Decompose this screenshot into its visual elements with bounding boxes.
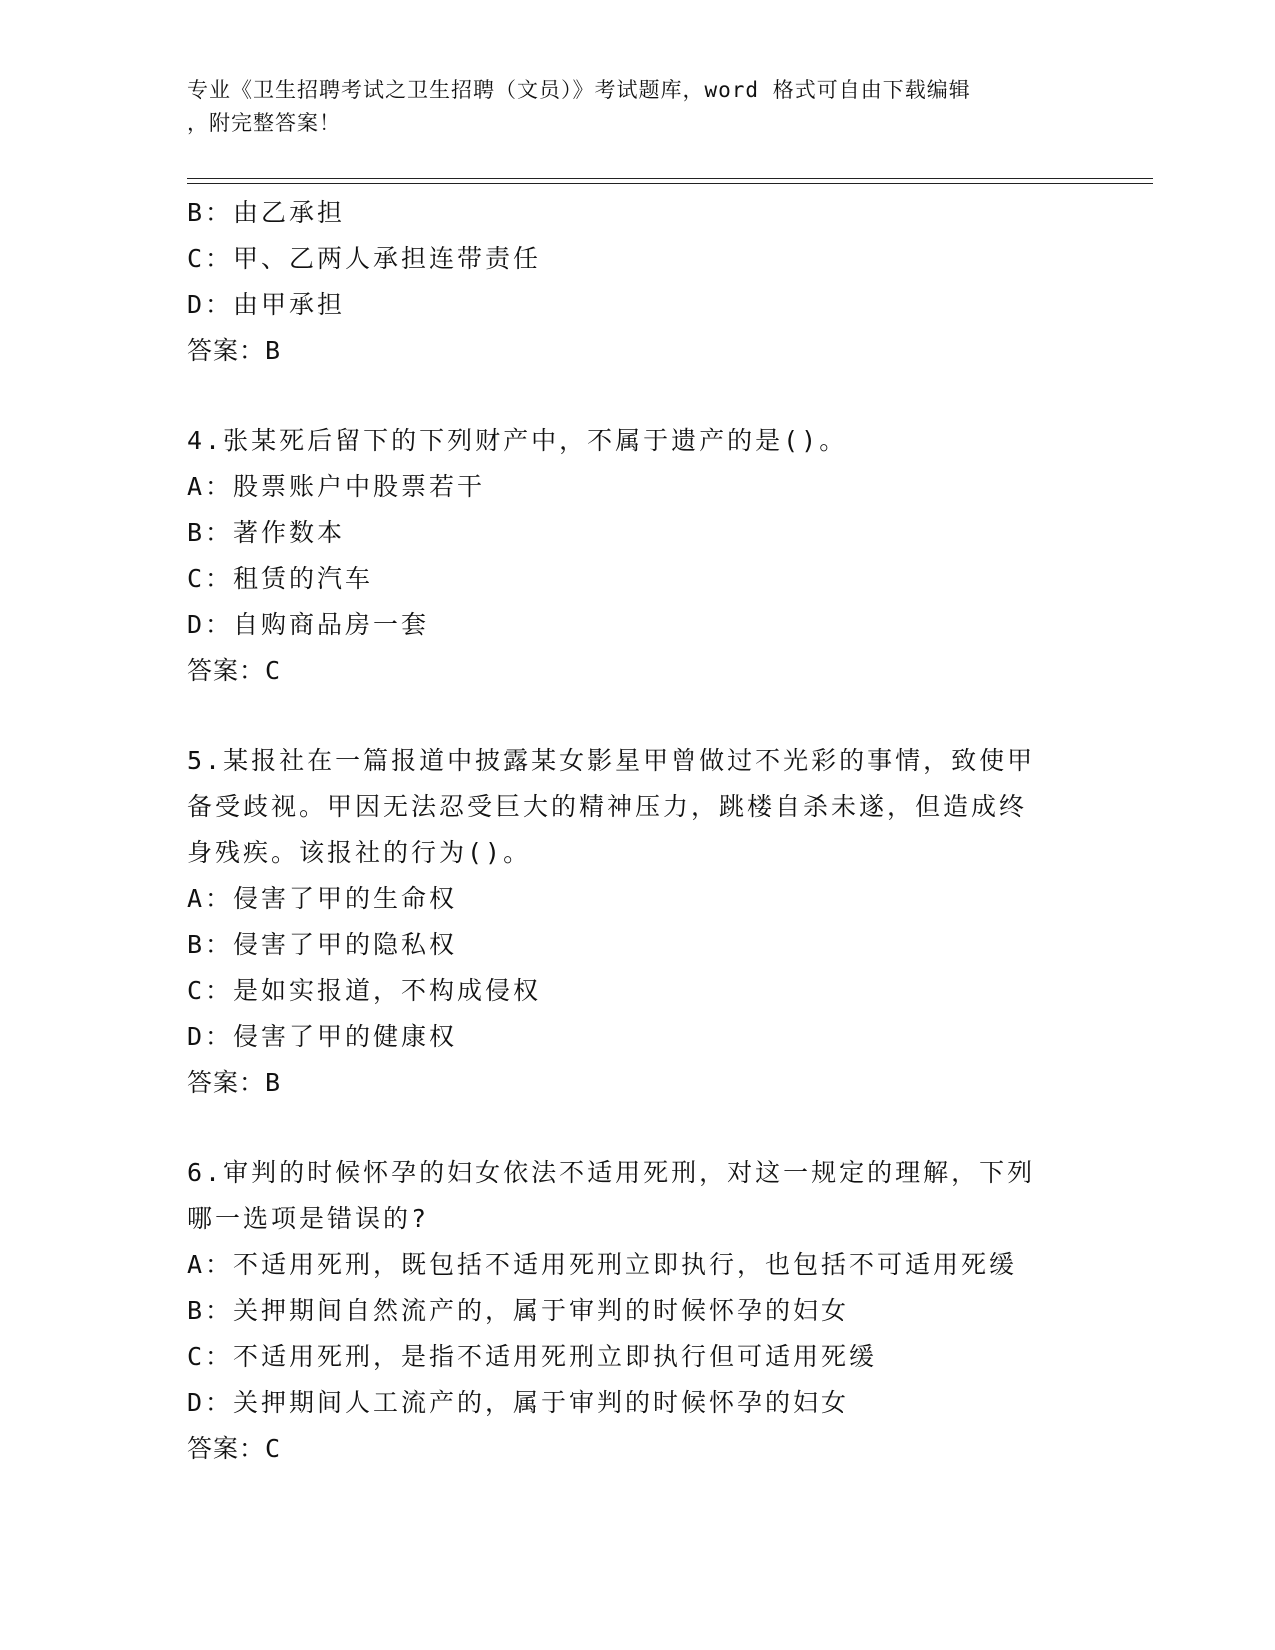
option-a: A：侵害了甲的生命权: [187, 884, 458, 913]
option-b: B：关押期间自然流产的，属于审判的时候怀孕的妇女: [187, 1296, 850, 1325]
question-text-line-3: 身残疾。该报社的行为()。: [187, 838, 532, 867]
option-d: D：侵害了甲的健康权: [187, 1022, 458, 1051]
option-d: D：由甲承担: [187, 290, 346, 319]
option-d: D：关押期间人工流产的，属于审判的时候怀孕的妇女: [187, 1388, 850, 1417]
option-b: B：著作数本: [187, 518, 346, 547]
question-text: 4.张某死后留下的下列财产中，不属于遗产的是()。: [187, 426, 848, 455]
answer: 答案：C: [187, 656, 282, 685]
document-header: [187, 74, 1067, 140]
question-4: [187, 418, 1087, 694]
option-c: C：租赁的汽车: [187, 564, 374, 593]
option-a: A：股票账户中股票若干: [187, 472, 486, 501]
header-line-1: 专业《卫生招聘考试之卫生招聘（文员）》考试题库，word 格式可自由下载编辑: [187, 78, 971, 102]
option-a: A：不适用死刑，既包括不适用死刑立即执行，也包括不可适用死缓: [187, 1250, 1018, 1279]
answer: 答案：B: [187, 336, 282, 365]
header-divider-bottom: [187, 183, 1153, 184]
question-text-line-1: 5.某报社在一篇报道中披露某女影星甲曾做过不光彩的事情，致使甲: [187, 746, 1036, 775]
answer: 答案：C: [187, 1434, 282, 1463]
option-c: C：甲、乙两人承担连带责任: [187, 244, 542, 273]
answer: 答案：B: [187, 1068, 282, 1097]
question-6: [187, 1150, 1087, 1472]
header-line-2: ，附完整答案！: [187, 111, 341, 135]
option-b: B：由乙承担: [187, 198, 346, 227]
option-c: C：是如实报道，不构成侵权: [187, 976, 542, 1005]
option-c: C：不适用死刑，是指不适用死刑立即执行但可适用死缓: [187, 1342, 878, 1371]
question-text-line-2: 备受歧视。甲因无法忍受巨大的精神压力，跳楼自杀未遂，但造成终: [187, 792, 1028, 821]
question-5: [187, 738, 1087, 1106]
question-3-continued: [187, 190, 1087, 374]
question-text-line-1: 6.审判的时候怀孕的妇女依法不适用死刑，对这一规定的理解，下列: [187, 1158, 1036, 1187]
header-divider-top: [187, 178, 1153, 179]
option-b: B：侵害了甲的隐私权: [187, 930, 458, 959]
question-list: [187, 190, 1087, 1472]
option-d: D：自购商品房一套: [187, 610, 430, 639]
question-text-line-2: 哪一选项是错误的?: [187, 1204, 430, 1233]
